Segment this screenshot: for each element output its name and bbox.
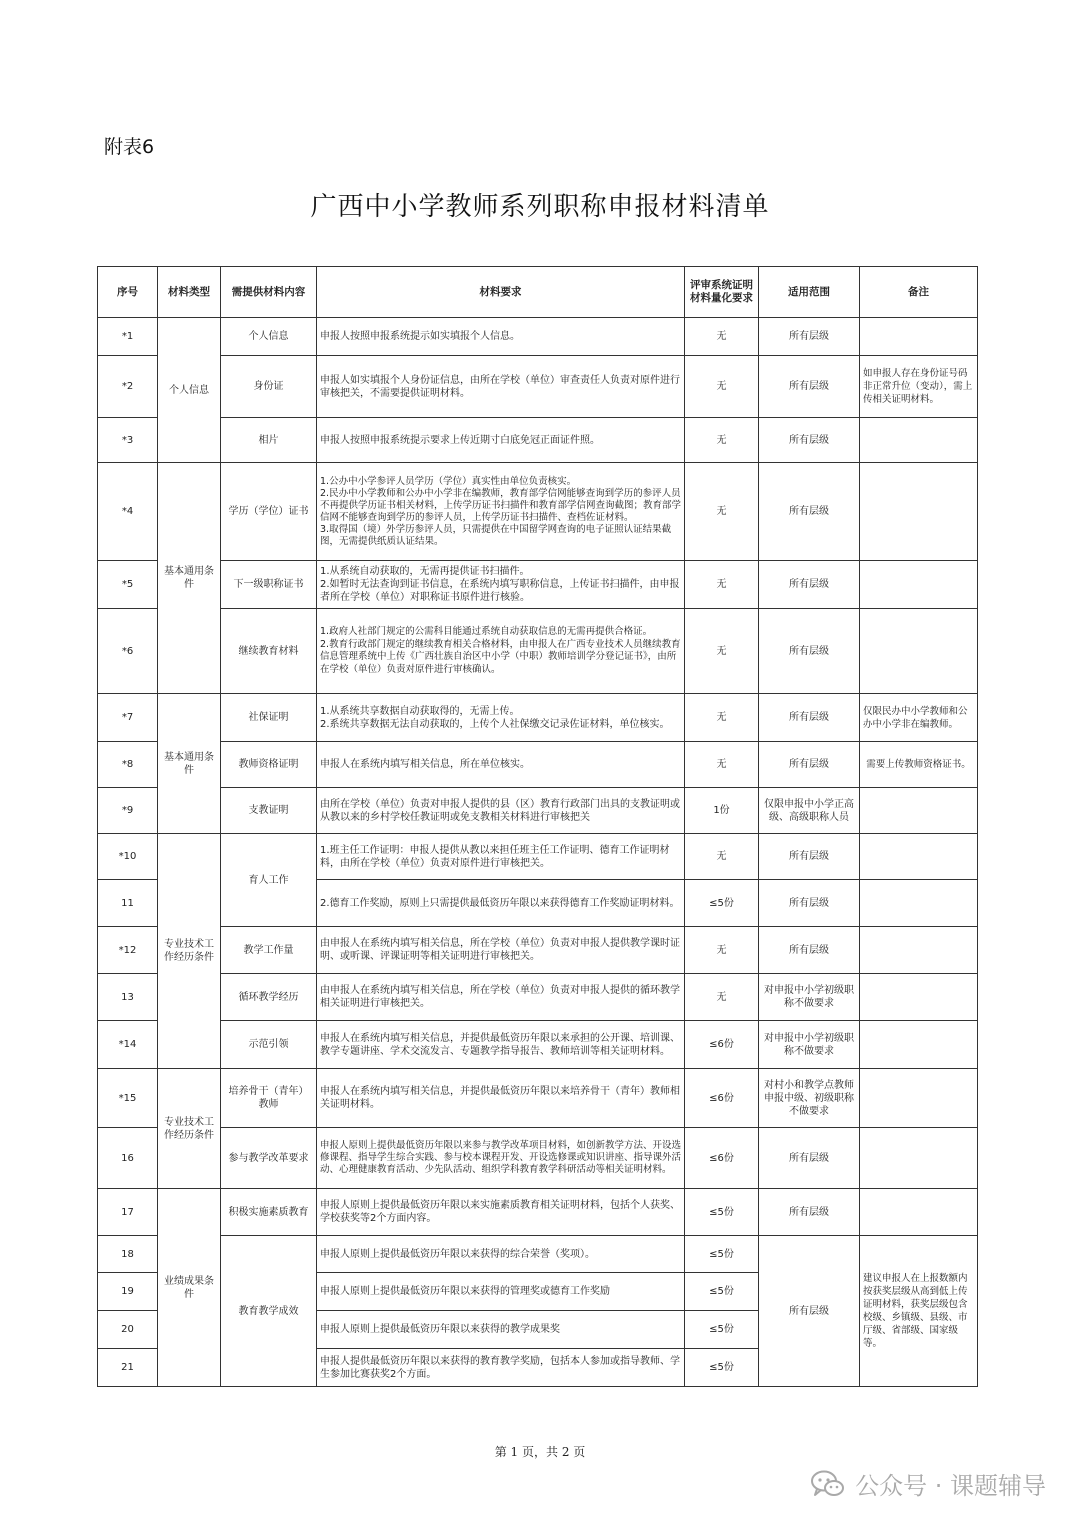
cell-remark [860,1189,978,1236]
cell-item: 教学工作量 [221,927,317,974]
cell-category: 专业技术工作经历条件 [158,834,221,1069]
cell-seq: 19 [98,1273,158,1311]
cell-requirement: 申报人原则上提供最低资历年限以来获得的综合荣誉（奖项）。 [317,1236,685,1273]
cell-quantity: 无 [685,974,759,1021]
cell-remark [860,609,978,694]
header-category: 材料类型 [158,267,221,318]
cell-category: 基本通用条件 [158,463,221,694]
cell-seq: 13 [98,974,158,1021]
cell-requirement: 申报人原则上提供最低资历年限以来获得的教学成果奖 [317,1311,685,1349]
cell-seq: *12 [98,927,158,974]
cell-seq: *3 [98,418,158,463]
cell-seq: 16 [98,1128,158,1189]
cell-scope: 所有层级 [759,609,860,694]
cell-scope: 所有层级 [759,694,860,742]
cell-item: 示范引领 [221,1021,317,1069]
cell-remark [860,1069,978,1128]
cell-remark [860,788,978,834]
cell-remark [860,927,978,974]
cell-scope: 所有层级 [759,1236,860,1387]
header-item: 需提供材料内容 [221,267,317,318]
cell-item: 身份证 [221,356,317,418]
cell-seq: *7 [98,694,158,742]
cell-item: 学历（学位）证书 [221,463,317,561]
table-row [98,1021,978,1069]
cell-scope: 所有层级 [759,356,860,418]
cell-scope: 所有层级 [759,561,860,609]
cell-remark: 仅限民办中小学教师和公办中小学非在编教师。 [860,694,978,742]
watermark-text: 公众号 · 课题辅导 [855,1472,1046,1500]
cell-quantity: 无 [685,418,759,463]
materials-table [97,266,978,1387]
cell-remark: 建议申报人在上报数额内按获奖层级从高到低上传证明材料，获奖层级包含校级、乡镇级、县级、市厅级、省部级、国家级等。 [860,1236,978,1387]
cell-scope: 所有层级 [759,463,860,561]
appendix-label: 附表6 [104,136,155,158]
cell-requirement: 申报人在系统内填写相关信息，并提供最低资历年限以来承担的公开课、培训课、教学专题讲座、学术交流发言、专题教学指导报告、教师培训等相关证明材料。 [317,1021,685,1069]
cell-scope: 所有层级 [759,880,860,927]
cell-seq: *1 [98,318,158,356]
cell-remark [860,318,978,356]
cell-seq: *8 [98,742,158,788]
cell-item: 教育教学成效 [221,1236,317,1387]
table-row [98,561,978,609]
cell-seq: 18 [98,1236,158,1273]
cell-quantity: 无 [685,356,759,418]
cell-quantity: ≤5份 [685,880,759,927]
cell-remark [860,1128,978,1189]
cell-seq: *14 [98,1021,158,1069]
cell-category: 专业技术工作经历条件 [158,1069,221,1189]
cell-remark: 如申报人存在身份证号码非正常升位（变动），需上传相关证明材料。 [860,356,978,418]
cell-quantity: ≤5份 [685,1311,759,1349]
cell-requirement: 申报人原则上提供最低资历年限以来获得的管理奖或德育工作奖励 [317,1273,685,1311]
cell-seq: *2 [98,356,158,418]
cell-item: 参与教学改革要求 [221,1128,317,1189]
table-row [98,609,978,694]
table-row [98,1189,978,1236]
cell-requirement: 由申报人在系统内填写相关信息，所在学校（单位）负责对申报人提供教学课时证明、或听课、评课证明等相关证明进行审核把关。 [317,927,685,974]
cell-requirement: 1.从系统自动获取的，无需再提供证书扫描件。 2.如暂时无法查询到证书信息，在系统内填写职称信息，上传证书扫描件，由申报者所在学校（单位）对职称证书原件进行核验。 [317,561,685,609]
cell-remark [860,463,978,561]
cell-item: 循环教学经历 [221,974,317,1021]
cell-item: 教师资格证明 [221,742,317,788]
table-row [98,788,978,834]
table-row [98,742,978,788]
cell-quantity: ≤5份 [685,1349,759,1387]
cell-requirement: 申报人按照申报系统提示要求上传近期寸白底免冠正面证件照。 [317,418,685,463]
cell-quantity: 无 [685,318,759,356]
cell-requirement: 申报人在系统内填写相关信息，并提供最低资历年限以来培养骨干（青年）教师相关证明材料。 [317,1069,685,1128]
cell-item: 社保证明 [221,694,317,742]
cell-scope: 对申报中小学初级职称不做要求 [759,1021,860,1069]
cell-seq: 17 [98,1189,158,1236]
table-row [98,418,978,463]
cell-item: 个人信息 [221,318,317,356]
cell-scope: 所有层级 [759,418,860,463]
table-header-row [98,267,978,318]
cell-item: 积极实施素质教育 [221,1189,317,1236]
cell-requirement: 申报人在系统内填写相关信息，所在单位核实。 [317,742,685,788]
table-row [98,1236,978,1273]
table-row [98,834,978,880]
cell-seq: 11 [98,880,158,927]
cell-remark: 需要上传教师资格证书。 [860,742,978,788]
cell-remark [860,561,978,609]
cell-scope: 所有层级 [759,742,860,788]
table-row [98,927,978,974]
cell-requirement: 2.德育工作奖励，原则上只需提供最低资历年限以来获得德育工作奖励证明材料。 [317,880,685,927]
table-row [98,318,978,356]
header-scope: 适用范围 [759,267,860,318]
cell-quantity: 1份 [685,788,759,834]
cell-quantity: 无 [685,694,759,742]
cell-requirement: 申报人原则上提供最低资历年限以来参与教学改革项目材料，如创新教学方法、开设选修课程、指导学生综合实践、参与校本课程开发、开设选修课或知识讲座、指导课外活动、心理健康教育活动、少先队活动、组织学科教育教学科研活动等相关证明材料。 [317,1128,685,1189]
cell-quantity: ≤6份 [685,1128,759,1189]
cell-requirement: 1.班主任工作证明：申报人提供从教以来担任班主任工作证明、德育工作证明材料，由所在学校（单位）负责对原件进行审核把关。 [317,834,685,880]
cell-scope: 所有层级 [759,834,860,880]
cell-item: 相片 [221,418,317,463]
cell-category: 个人信息 [158,318,221,463]
cell-item: 支教证明 [221,788,317,834]
cell-quantity: ≤5份 [685,1189,759,1236]
header-requirement: 材料要求 [317,267,685,318]
cell-remark [860,834,978,880]
cell-quantity: ≤6份 [685,1069,759,1128]
cell-requirement: 申报人原则上提供最低资历年限以来实施素质教育相关证明材料，包括个人获奖、学校获奖等2个方面内容。 [317,1189,685,1236]
cell-quantity: ≤6份 [685,1021,759,1069]
cell-item: 下一级职称证书 [221,561,317,609]
cell-item: 继续教育材料 [221,609,317,694]
cell-seq: *9 [98,788,158,834]
wechat-icon [811,1470,845,1498]
cell-seq: *10 [98,834,158,880]
header-seq: 序号 [98,267,158,318]
cell-requirement: 申报人如实填报个人身份证信息，由所在学校（单位）审查责任人负责对原件进行审核把关，不需要提供证明材料。 [317,356,685,418]
header-remark: 备注 [860,267,978,318]
cell-quantity: ≤5份 [685,1236,759,1273]
cell-item: 培养骨干（青年）教师 [221,1069,317,1128]
cell-scope: 所有层级 [759,318,860,356]
cell-remark [860,974,978,1021]
cell-item: 育人工作 [221,834,317,927]
cell-seq: 21 [98,1349,158,1387]
cell-requirement: 由所在学校（单位）负责对申报人提供的县（区）教育行政部门出具的支教证明或从教以来的乡村学校任教证明或免支教相关材料进行审核把关 [317,788,685,834]
cell-requirement: 申报人提供最低资历年限以来获得的教育教学奖励，包括本人参加或指导教师、学生参加比赛获奖2个方面。 [317,1349,685,1387]
cell-quantity: 无 [685,561,759,609]
cell-scope: 所有层级 [759,1189,860,1236]
cell-scope: 对申报中小学初级职称不做要求 [759,974,860,1021]
cell-seq: 20 [98,1311,158,1349]
table-row [98,463,978,561]
watermark [811,1466,1046,1501]
cell-scope: 对村小和教学点教师申报中级、初级职称不做要求 [759,1069,860,1128]
cell-requirement: 1.公办中小学参评人员学历（学位）真实性由单位负责核实。 2.民办中小学教师和公办中小学非在编教师，教育部学信网能够查询到学历的参评人员不再提供学历证书相关材料，上传学历证书扫描件和教育部学信网查询截图；教育部学信网不能够查询到学历的参评人员，上传学历证书扫描件、查档佐证材料。 3.取得国（境）外学历参评人员，只需提供在中国留学网查询的电子证照认证结果截图，无需提供纸质认证结果。 [317,463,685,561]
cell-scope: 所有层级 [759,1128,860,1189]
page-footer: 第 1 页，共 2 页 [494,1445,586,1459]
table-row [98,356,978,418]
header-quantity: 评审系统证明材料量化要求 [685,267,759,318]
table-row [98,694,978,742]
cell-requirement: 由申报人在系统内填写相关信息，所在学校（单位）负责对申报人提供的循环教学相关证明进行审核把关。 [317,974,685,1021]
table-row [98,974,978,1021]
cell-requirement: 1.从系统共享数据自动获取得的，无需上传。 2.系统共享数据无法自动获取的，上传个人社保缴交记录佐证材料，单位核实。 [317,694,685,742]
cell-scope: 仅限申报中小学正高级、高级职称人员 [759,788,860,834]
cell-quantity: ≤5份 [685,1273,759,1311]
cell-seq: *15 [98,1069,158,1128]
cell-remark [860,1021,978,1069]
cell-category: 基本通用条件 [158,694,221,834]
cell-quantity: 无 [685,927,759,974]
cell-scope: 所有层级 [759,927,860,974]
cell-category: 业绩成果条件 [158,1189,221,1387]
table-row [98,1069,978,1128]
cell-remark [860,880,978,927]
cell-quantity: 无 [685,834,759,880]
cell-quantity: 无 [685,609,759,694]
table-row [98,1128,978,1189]
cell-remark [860,418,978,463]
cell-quantity: 无 [685,463,759,561]
cell-seq: *5 [98,561,158,609]
document-title: 广西中小学教师系列职称申报材料清单 [310,192,770,222]
cell-seq: *4 [98,463,158,561]
cell-seq: *6 [98,609,158,694]
cell-quantity: 无 [685,742,759,788]
cell-requirement: 申报人按照申报系统提示如实填报个人信息。 [317,318,685,356]
cell-requirement: 1.政府人社部门规定的公需科目能通过系统自动获取信息的无需再提供合格证。 2.教育行政部门规定的继续教育相关合格材料，由申报人在广西专业技术人员继续教育信息管理系统中上传《广西壮族自治区中小学（中职）教师培训学分登记证书》，由所在学校（单位）负责对原件进行审核确认。 [317,609,685,694]
